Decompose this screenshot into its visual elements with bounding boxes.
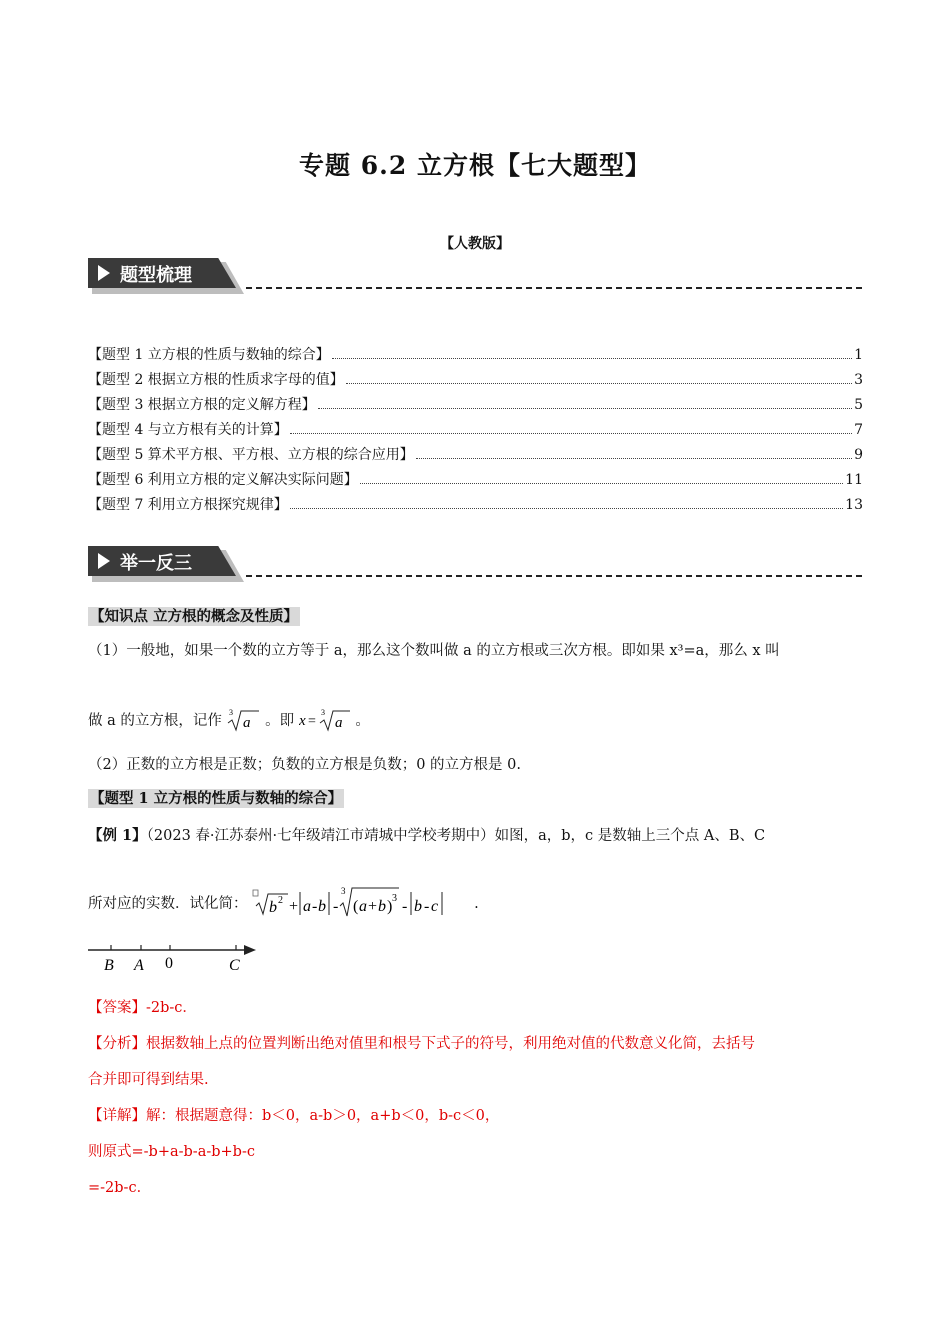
svg-text:a: a	[359, 898, 368, 915]
knowledge-p2: （2）正数的立方根是正数；负数的立方根是负数；0 的立方根是 0.	[88, 757, 522, 773]
play-arrow-icon	[98, 553, 110, 569]
svg-text:2: 2	[278, 895, 284, 906]
section-divider	[246, 287, 862, 289]
svg-text:3: 3	[341, 886, 346, 896]
svg-text:): )	[387, 898, 393, 915]
svg-text:-: -	[312, 898, 318, 915]
answer-line: 【答案】-2b-c．	[88, 1000, 197, 1016]
point-label-b: B	[104, 957, 114, 974]
svg-text:c: c	[431, 898, 439, 915]
knowledge-p1: （1）一般地，如果一个数的立方等于 a，那么这个数叫做 a 的立方根或三次方根。即如果 x³=a，那么 x 叫	[88, 643, 780, 659]
svg-text:-: -	[424, 898, 430, 915]
toc-item[interactable]: 【题型 4 与立方根有关的计算】 7	[88, 422, 863, 438]
svg-text:-: -	[402, 898, 408, 915]
svg-text:x: x	[298, 713, 306, 729]
page-title: 专题 6.2 立方根【七大题型】	[299, 151, 651, 180]
svg-text:a: a	[243, 715, 251, 731]
detail-line-3: =-2b-c．	[88, 1180, 152, 1196]
svg-text:+: +	[368, 898, 378, 915]
svg-text:(: (	[353, 898, 359, 915]
analysis-line-1: 【分析】根据数轴上点的位置判断出绝对值里和根号下式子的符号，利用绝对值的代数意义化简，去括号	[88, 1036, 755, 1052]
knowledge-heading: 【知识点 立方根的概念及性质】	[90, 608, 299, 625]
cube-root-formula	[226, 707, 260, 733]
toc-item[interactable]: 【题型 7 利用立方根探究规律】 13	[88, 497, 863, 513]
play-arrow-icon	[98, 265, 110, 281]
point-label-a: A	[134, 957, 144, 974]
detail-line-2: 则原式=-b+a-b-a-b+b-c	[88, 1144, 255, 1160]
analysis-line-2: 合并即可得到结果.	[88, 1072, 209, 1088]
toc-item[interactable]: 【题型 5 算术平方根、平方根、立方根的综合应用】 9	[88, 447, 863, 463]
svg-text:a: a	[303, 898, 312, 915]
svg-text:b: b	[318, 898, 327, 915]
svg-text:a: a	[334, 715, 343, 731]
banner-examples-label: 举一反三	[120, 553, 192, 574]
svg-text:3: 3	[392, 893, 398, 904]
svg-text:3: 3	[320, 708, 325, 717]
arrow-right-icon	[244, 945, 256, 955]
example-1-expression-line: 所对应的实数．试化简： b 2 + a - b - 3 ( a + b ) 3 - b - c .	[88, 884, 863, 920]
toc-item[interactable]: 【题型 6 利用立方根的定义解决实际问题】 11	[88, 472, 863, 488]
point-label-c: C	[229, 957, 240, 974]
section-banner-examples	[88, 546, 248, 584]
svg-text:b: b	[414, 898, 423, 915]
svg-text:+: +	[289, 898, 299, 915]
number-line	[86, 938, 266, 976]
edition-label: 【人教版】	[440, 236, 510, 252]
svg-text:=: =	[307, 714, 316, 729]
svg-text:-: -	[333, 898, 339, 915]
svg-text:b: b	[378, 898, 387, 915]
example-1-stem: 【例 1】（2023 春·江苏泰州·七年级靖江市靖城中学校考期中）如图，a，b，c 是数轴上三个点 A、B、C	[88, 827, 766, 844]
toc-item[interactable]: 【题型 2 根据立方根的性质求字母的值】 3	[88, 372, 863, 388]
toc-item[interactable]: 【题型 3 根据立方根的定义解方程】 5	[88, 397, 863, 413]
section-banner-toc	[88, 258, 248, 296]
type1-heading: 【题型 1 立方根的性质与数轴的综合】	[90, 790, 343, 807]
svg-text:3: 3	[229, 708, 234, 717]
section-divider	[246, 575, 862, 577]
simplify-expression	[252, 884, 474, 920]
cube-root-equation	[299, 707, 351, 733]
detail-line-1: 【详解】解：根据题意得：b＜0，a-b＞0，a+b＜0，b-c＜0，	[88, 1108, 500, 1124]
toc-item[interactable]: 【题型 1 立方根的性质与数轴的综合】 1	[88, 347, 863, 363]
svg-text:b: b	[269, 899, 278, 916]
knowledge-p1-cont: 做 a 的立方根，记作 3 a 。即 x = 3 a 。	[88, 708, 370, 731]
point-label-zero: 0	[165, 955, 173, 972]
banner-toc-label: 题型梳理	[120, 265, 192, 286]
